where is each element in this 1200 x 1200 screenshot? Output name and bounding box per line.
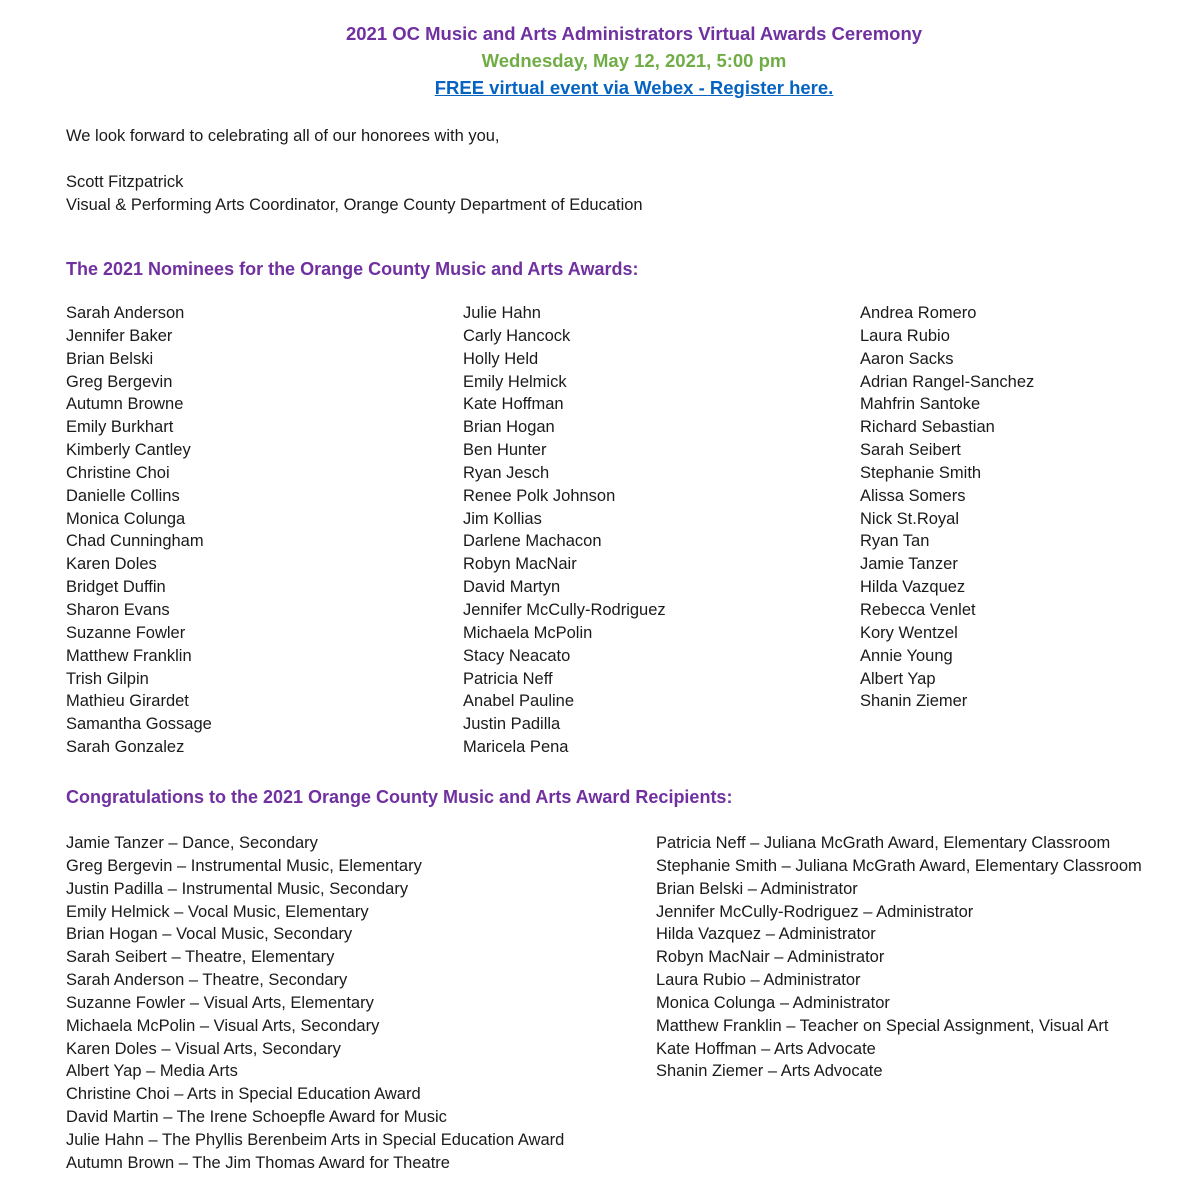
recipient-entry: Emily Helmick – Vocal Music, Elementary (66, 902, 369, 921)
nominee-name: Aaron Sacks (860, 349, 954, 368)
nominee-name: Michaela McPolin (463, 623, 593, 642)
recipient-entry: Matthew Franklin – Teacher on Special Assignment, Visual Art (656, 1016, 1109, 1035)
recipient-entry: Kate Hoffman – Arts Advocate (656, 1039, 876, 1058)
nominee-name: Jennifer McCully-Rodriguez (463, 600, 666, 619)
recipient-entry: Robyn MacNair – Administrator (656, 948, 885, 967)
nominee-name: Alissa Somers (860, 486, 966, 505)
nominee-name: Trish Gilpin (66, 669, 149, 688)
nominee-name: Andrea Romero (860, 304, 977, 322)
nominee-name: Richard Sebastian (860, 418, 995, 437)
nominee-name: Stacy Neacato (463, 646, 571, 665)
nominee-name: Monica Colunga (66, 509, 186, 528)
nominee-name: Kimberly Cantley (66, 441, 191, 460)
nominee-name: Bridget Duffin (66, 578, 166, 597)
nominees-heading: The 2021 Nominees for the Orange County Music and Arts Awards: (66, 259, 639, 279)
nominee-name: Jennifer Baker (66, 326, 173, 345)
nominee-name: Anabel Pauline (463, 692, 575, 711)
nominee-name: Sarah Gonzalez (66, 738, 185, 757)
nominee-name: Karen Doles (66, 555, 157, 574)
nominee-name: Ben Hunter (463, 441, 547, 460)
nominee-name: Albert Yap (860, 669, 936, 688)
nominee-name: Suzanne Fowler (66, 623, 186, 642)
event-title: 2021 OC Music and Arts Administrators Virtual Awards Ceremony (345, 23, 923, 44)
nominees-column-1 (66, 302, 212, 759)
nominee-name: Chad Cunningham (66, 532, 204, 551)
nominee-name: Kate Hoffman (463, 395, 564, 414)
recipient-entry: Jennifer McCully-Rodriguez – Administrator (656, 902, 974, 921)
nominee-name: Mahfrin Santoke (860, 395, 981, 414)
nominee-name: Emily Helmick (463, 372, 567, 391)
recipient-entry: Sarah Anderson – Theatre, Secondary (66, 971, 348, 990)
nominee-name: Carly Hancock (463, 326, 571, 345)
nominee-name: Jamie Tanzer (860, 555, 958, 574)
recipient-entry: Christine Choi – Arts in Special Education Award (66, 1085, 421, 1104)
nominee-name: Renee Polk Johnson (463, 486, 616, 505)
nominee-name: David Martyn (463, 578, 561, 597)
recipient-entry: Laura Rubio – Administrator (656, 971, 861, 990)
nominee-name: Sarah Anderson (66, 304, 185, 322)
event-date: Wednesday, May 12, 2021, 5:00 pm (481, 50, 787, 71)
nominee-name: Ryan Tan (860, 532, 930, 551)
nominee-name: Sarah Seibert (860, 441, 961, 460)
recipient-entry: Monica Colunga – Administrator (656, 993, 890, 1012)
nominee-name: Darlene Machacon (463, 532, 602, 551)
nominee-name: Brian Hogan (463, 418, 555, 437)
recipient-entry: Jamie Tanzer – Dance, Secondary (66, 834, 318, 852)
intro-text: We look forward to celebrating all of our honorees with you, (66, 127, 500, 145)
nominee-name: Stephanie Smith (860, 463, 982, 482)
nominee-name: Christine Choi (66, 463, 170, 482)
register-link[interactable]: FREE virtual event via Webex - Register here. (434, 77, 834, 98)
recipient-entry: Autumn Brown – The Jim Thomas Award for Theatre (66, 1153, 450, 1172)
recipients-heading: Congratulations to the 2021 Orange County Music and Arts Award Recipients: (66, 787, 733, 807)
recipient-entry: Brian Hogan – Vocal Music, Secondary (66, 925, 353, 944)
nominee-name: Brian Belski (66, 349, 154, 368)
signature-title: Visual & Performing Arts Coordinator, Orange County Department of Education (66, 196, 643, 214)
nominee-name: Sharon Evans (66, 600, 170, 619)
recipient-entry: David Martin – The Irene Schoepfle Award for Music (66, 1108, 447, 1127)
nominee-name: Robyn MacNair (463, 555, 577, 574)
nominee-name: Kory Wentzel (860, 623, 958, 642)
recipient-entry: Hilda Vazquez – Administrator (656, 925, 876, 944)
recipient-entry: Brian Belski – Administrator (656, 879, 858, 898)
nominees-column-3 (860, 302, 1034, 713)
nominee-name: Laura Rubio (860, 326, 950, 345)
signature-name: Scott Fitzpatrick (66, 173, 184, 191)
nominee-name: Adrian Rangel-Sanchez (860, 372, 1035, 391)
nominee-name: Justin Padilla (463, 715, 561, 734)
nominee-name: Greg Bergevin (66, 372, 173, 391)
recipient-entry: Justin Padilla – Instrumental Music, Secondary (66, 879, 409, 898)
nominee-name: Patricia Neff (463, 669, 553, 688)
recipient-entry: Suzanne Fowler – Visual Arts, Elementary (66, 993, 374, 1012)
recipients-column-2 (656, 832, 1142, 1083)
recipient-entry: Michaela McPolin – Visual Arts, Secondary (66, 1016, 380, 1035)
recipient-entry: Sarah Seibert – Theatre, Elementary (66, 948, 335, 967)
nominee-name: Matthew Franklin (66, 646, 192, 665)
nominee-name: Julie Hahn (463, 304, 541, 322)
nominee-name: Nick St.Royal (860, 509, 960, 528)
recipient-entry: Albert Yap – Media Arts (66, 1062, 238, 1081)
nominee-name: Mathieu Girardet (66, 692, 189, 711)
nominee-name: Autumn Browne (66, 395, 184, 414)
recipient-entry: Greg Bergevin – Instrumental Music, Elementary (66, 856, 422, 875)
recipient-entry: Patricia Neff – Juliana McGrath Award, Elementary Classroom (656, 834, 1111, 852)
recipients-column-1 (66, 832, 564, 1175)
nominee-name: Shanin Ziemer (860, 692, 968, 711)
nominee-name: Rebecca Venlet (860, 600, 976, 619)
recipient-entry: Julie Hahn – The Phyllis Berenbeim Arts in Special Education Award (66, 1130, 565, 1149)
recipient-entry: Stephanie Smith – Juliana McGrath Award, Elementary Classroom (656, 856, 1142, 875)
nominee-name: Holly Held (463, 349, 539, 368)
recipient-entry: Karen Doles – Visual Arts, Secondary (66, 1039, 341, 1058)
nominee-name: Ryan Jesch (463, 463, 550, 482)
nominee-name: Hilda Vazquez (860, 578, 966, 597)
nominees-column-2 (463, 302, 666, 759)
nominee-name: Annie Young (860, 646, 953, 665)
nominee-name: Emily Burkhart (66, 418, 174, 437)
nominee-name: Jim Kollias (463, 509, 542, 528)
recipient-entry: Shanin Ziemer – Arts Advocate (656, 1062, 883, 1081)
nominee-name: Samantha Gossage (66, 715, 212, 734)
nominee-name: Maricela Pena (463, 738, 569, 757)
nominee-name: Danielle Collins (66, 486, 180, 505)
